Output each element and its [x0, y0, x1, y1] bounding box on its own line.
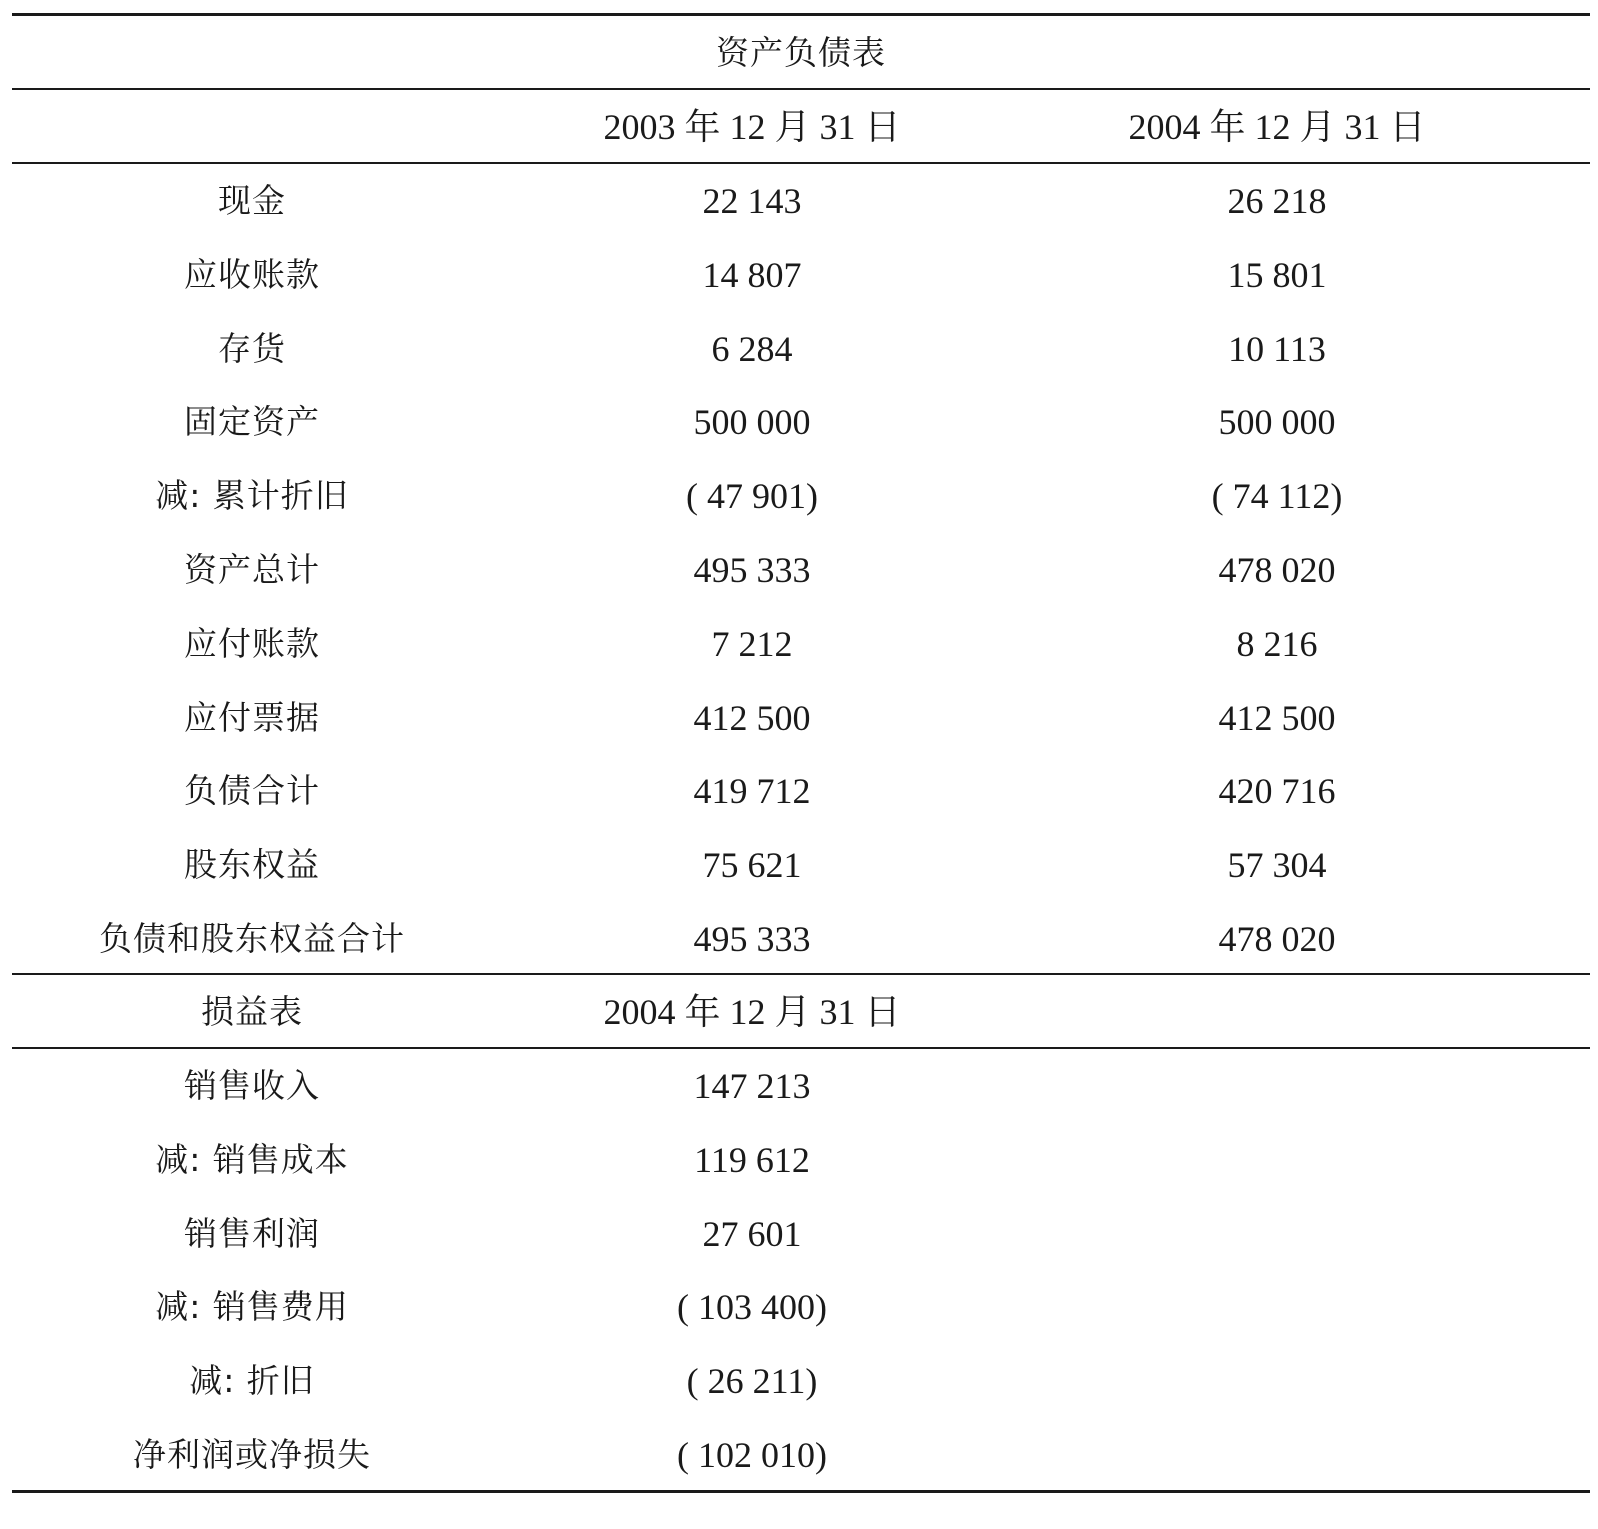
table-row	[12, 1270, 1590, 1344]
value-2004: 500 000	[1218, 402, 1336, 443]
bottom-rule	[12, 1490, 1590, 1493]
value-2004: 10 113	[1228, 328, 1326, 369]
value-2004: ( 26 211)	[686, 1361, 818, 1402]
table-row	[12, 828, 1590, 902]
table-row	[12, 385, 1590, 459]
table-row	[12, 533, 1590, 607]
row-label: 净利润或净损失	[133, 1435, 371, 1474]
table-row	[12, 459, 1590, 533]
value-2004: 478 020	[1218, 919, 1336, 959]
value-2003: 7 212	[711, 623, 793, 664]
balance-sheet-title: 资产负债表	[716, 33, 886, 72]
value-2003: 75 621	[702, 845, 802, 886]
row-label: 存货	[218, 328, 286, 368]
table-row	[12, 607, 1590, 681]
value-2004: ( 103 400)	[677, 1287, 827, 1328]
balance-sheet-header-row	[12, 90, 1590, 164]
row-label: 减: 累计折旧	[155, 476, 349, 516]
row-label: 销售收入	[184, 1066, 320, 1105]
row-label: 应收账款	[184, 254, 320, 294]
row-label: 负债和股东权益合计	[99, 919, 405, 958]
income-header-2004: 2004 年 12 月 31 日	[603, 992, 901, 1032]
row-label: 销售利润	[184, 1213, 320, 1253]
value-2004: 119 612	[694, 1139, 810, 1180]
value-2004: 147 213	[693, 1066, 811, 1106]
value-2004: 412 500	[1218, 697, 1336, 738]
row-label: 应付账款	[184, 623, 320, 663]
value-2004: ( 102 010)	[677, 1435, 827, 1475]
value-2003: ( 47 901)	[686, 476, 818, 517]
row-label: 固定资产	[184, 402, 320, 442]
row-label: 股东权益	[184, 845, 320, 885]
value-2003: 495 333	[693, 550, 811, 590]
table-row	[12, 164, 1590, 238]
income-statement-header-row	[12, 975, 1590, 1049]
table-row	[12, 238, 1590, 312]
table-row	[12, 681, 1590, 755]
row-label: 负债合计	[184, 771, 320, 811]
income-statement-title: 损益表	[201, 992, 303, 1031]
row-label: 减: 销售成本	[155, 1139, 349, 1179]
value-2003: 495 333	[693, 919, 811, 959]
row-label: 减: 折旧	[189, 1361, 315, 1401]
row-label: 减: 销售费用	[155, 1287, 349, 1327]
table-row	[12, 1049, 1590, 1123]
row-label: 现金	[218, 181, 286, 220]
value-2003: 22 143	[702, 181, 802, 221]
table-row	[12, 1418, 1590, 1492]
table-row	[12, 902, 1590, 976]
value-2003: 419 712	[693, 771, 811, 812]
row-label: 资产总计	[184, 550, 320, 589]
value-2004: 478 020	[1218, 550, 1336, 590]
table-row	[12, 1123, 1590, 1197]
value-2003: 500 000	[693, 402, 811, 443]
table-row	[12, 754, 1590, 828]
table-row	[12, 312, 1590, 386]
value-2003: 412 500	[693, 697, 811, 738]
value-2004: ( 74 112)	[1211, 476, 1343, 517]
header-2003: 2003 年 12 月 31 日	[603, 107, 901, 147]
value-2004: 57 304	[1227, 845, 1327, 886]
value-2004: 27 601	[702, 1213, 802, 1254]
value-2004: 26 218	[1227, 181, 1327, 221]
value-2004: 15 801	[1227, 254, 1327, 295]
value-2003: 14 807	[702, 254, 802, 295]
value-2004: 420 716	[1218, 771, 1336, 812]
value-2003: 6 284	[711, 328, 793, 369]
header-label-blank	[12, 90, 492, 164]
row-label: 应付票据	[184, 697, 320, 737]
table-row	[12, 1344, 1590, 1418]
header-2004: 2004 年 12 月 31 日	[1128, 107, 1426, 147]
table-row	[12, 1197, 1590, 1271]
value-2004: 8 216	[1236, 623, 1318, 664]
